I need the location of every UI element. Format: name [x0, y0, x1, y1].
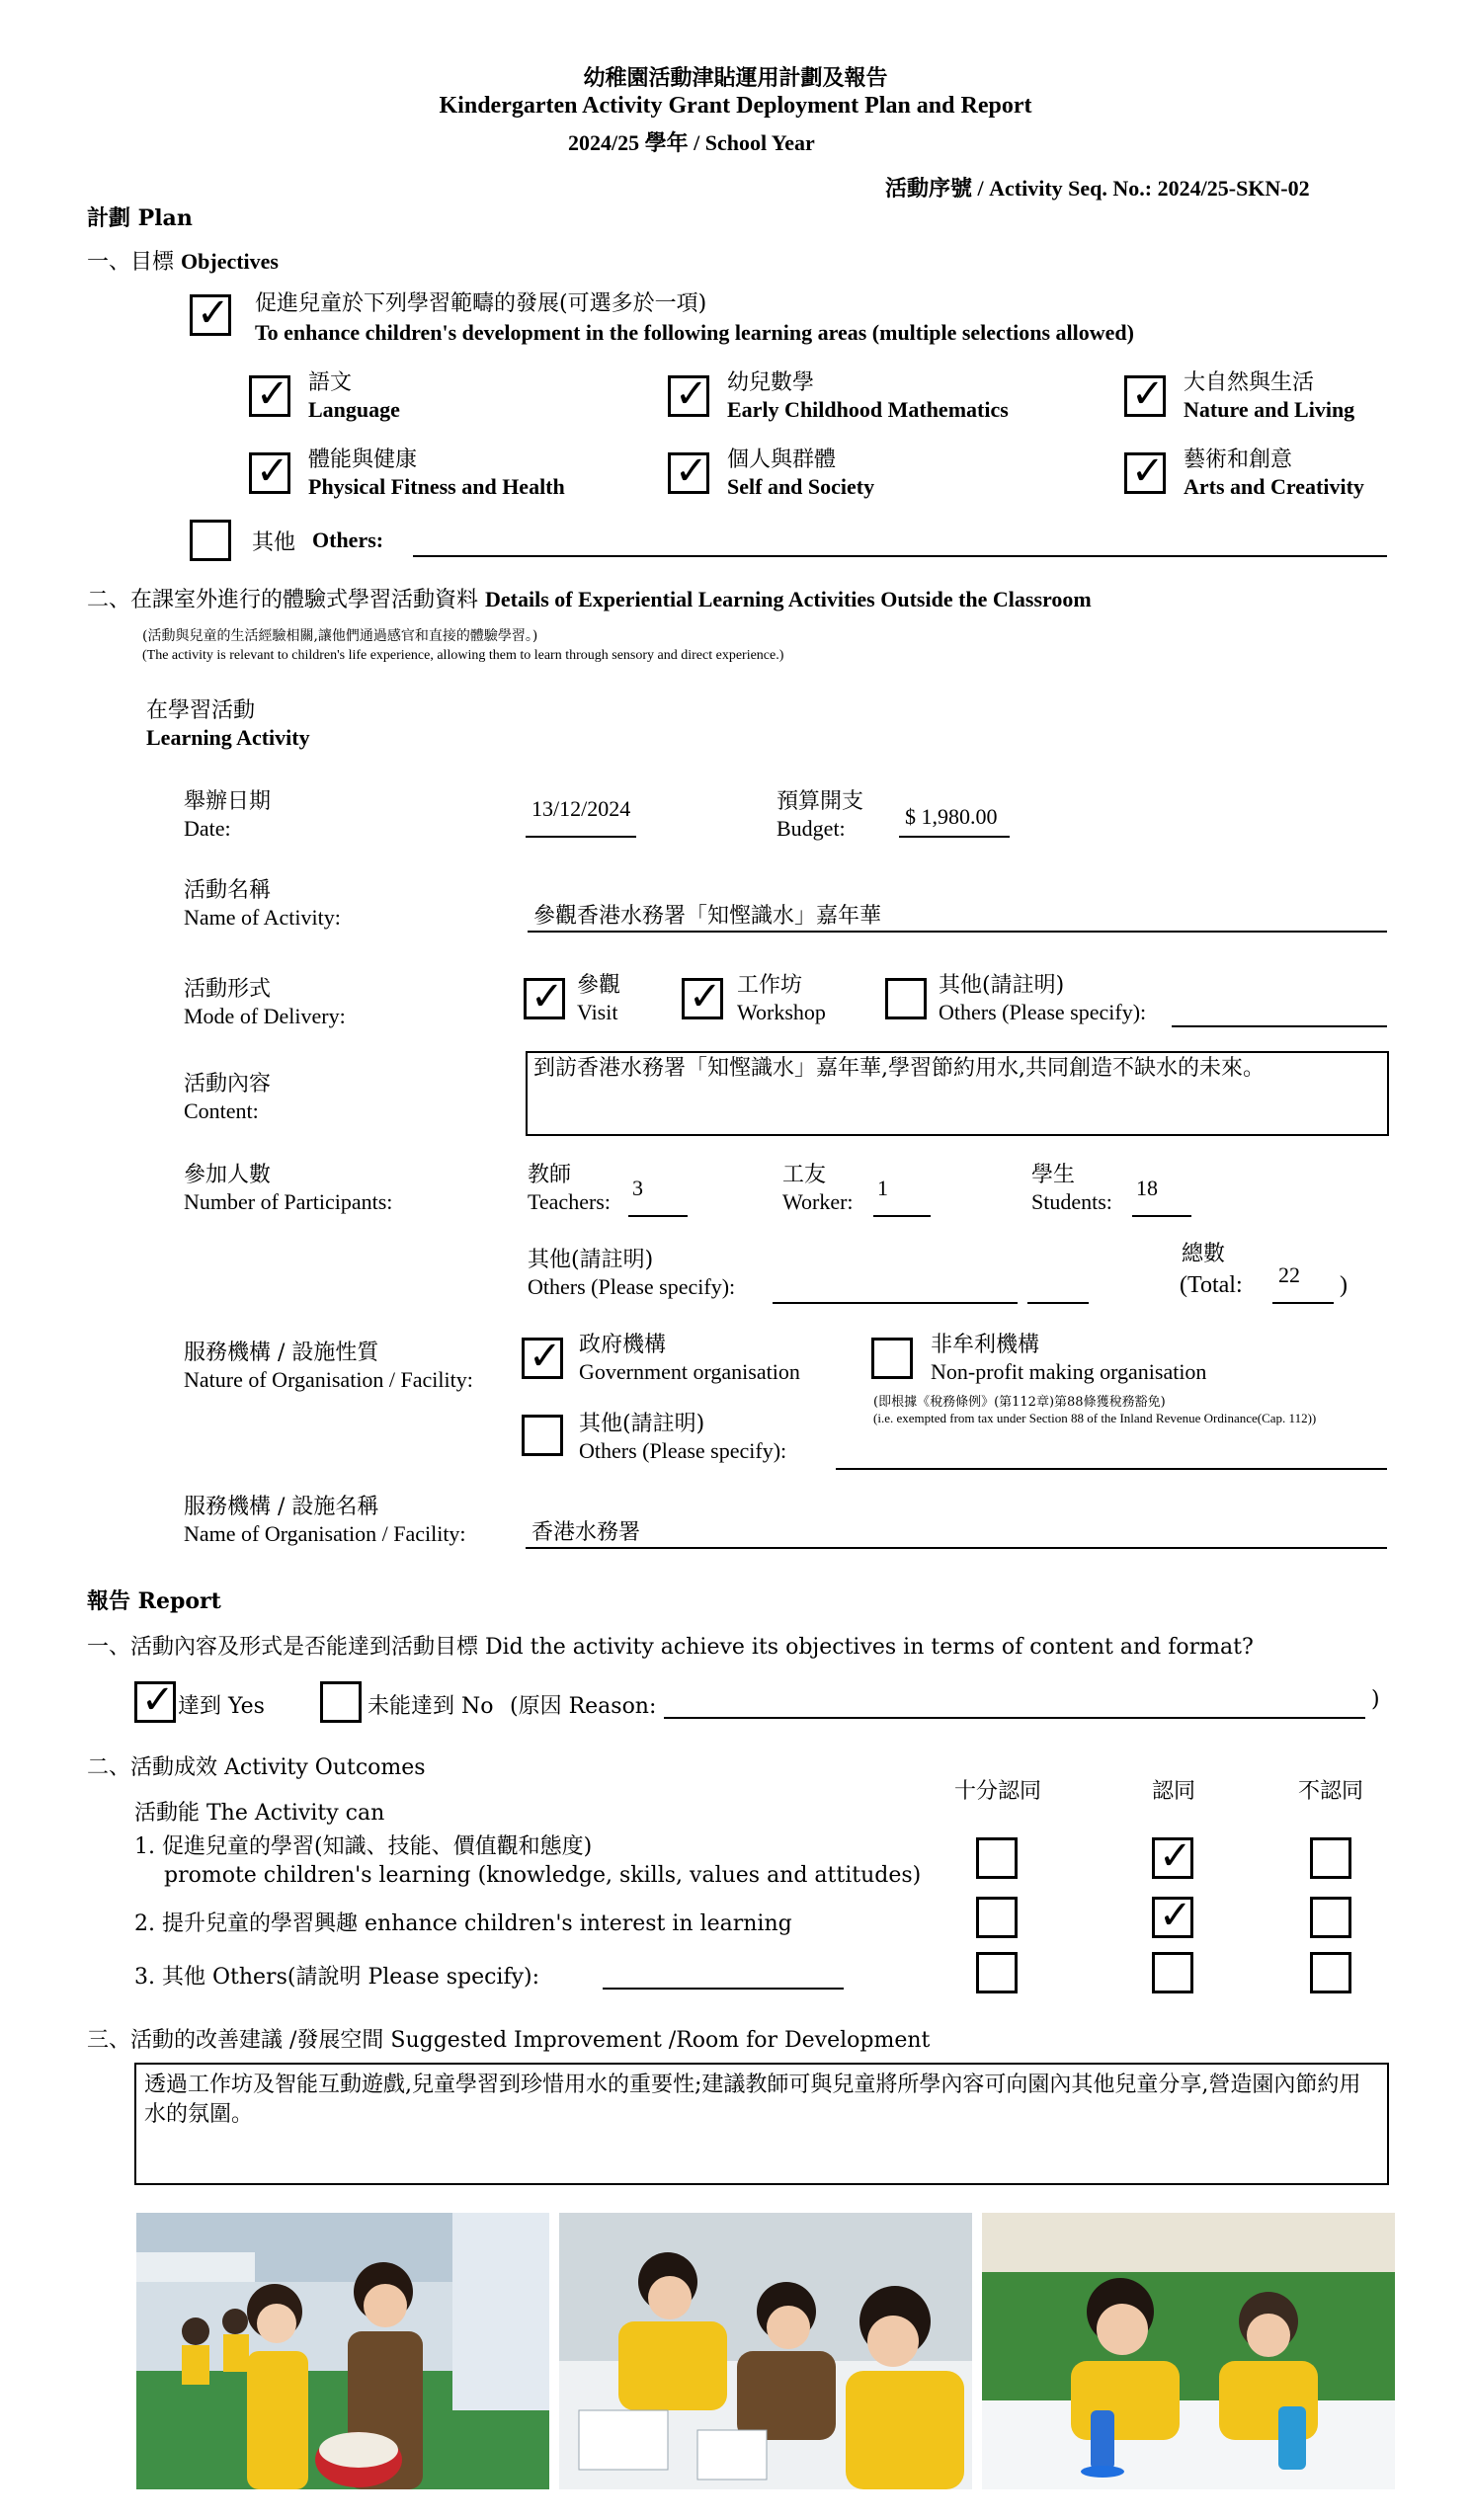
- outcome-3-agree-checkbox[interactable]: [1152, 1952, 1193, 1993]
- worker-label-en: Worker:: [782, 1189, 854, 1214]
- students-value[interactable]: 18: [1136, 1176, 1158, 1200]
- non-profit-note-zh: (即根據《稅務條例》(第112章)第88條獲稅務豁免): [873, 1395, 1166, 1410]
- learning-activity-en: Learning Activity: [146, 725, 310, 750]
- outcome-3-num: 3.: [134, 1965, 155, 1990]
- content-label-en: Content:: [184, 1098, 259, 1123]
- nature-label-en: Nature of Organisation / Facility:: [184, 1367, 473, 1392]
- mode-workshop-en: Workshop: [737, 1000, 826, 1024]
- non-profit-checkbox[interactable]: [871, 1338, 913, 1379]
- outcome-2-num: 2.: [134, 1911, 155, 1936]
- activity-photo-workshop: [559, 2213, 972, 2489]
- non-profit-note-en: (i.e. exempted from tax under Section 88 of the Inland Revenue Ordinance(Cap. 112)): [873, 1411, 1317, 1425]
- plan-heading: 計劃 Plan: [87, 205, 193, 231]
- teachers-label-en: Teachers:: [528, 1189, 611, 1214]
- outcome-1-text: 促進兒童的學習(知識、技能、價值觀和態度): [162, 1834, 593, 1859]
- mode-label-zh: 活動形式: [184, 977, 272, 1002]
- date-line: [526, 836, 636, 838]
- mode-other-checkbox[interactable]: [885, 978, 927, 1019]
- objective-main-checkbox[interactable]: ✓: [190, 294, 231, 336]
- outcome-1-en: promote children's learning (knowledge, skills, values and attitudes): [164, 1863, 922, 1888]
- budget-label-zh: 預算開支: [776, 789, 864, 814]
- mode-other-line[interactable]: [1172, 1025, 1387, 1027]
- area-nature-zh: 大自然與生活: [1184, 370, 1315, 395]
- area-arts-checkbox[interactable]: ✓: [1124, 452, 1166, 494]
- mode-workshop-zh: 工作坊: [737, 973, 803, 998]
- form-title-zh: 幼稚園活動津貼運用計劃及報告: [583, 65, 888, 91]
- total-close: ): [1340, 1272, 1348, 1298]
- outcome-1-num: 1.: [134, 1834, 155, 1859]
- teachers-line: [628, 1215, 688, 1217]
- area-nature-en: Nature and Living: [1184, 397, 1355, 422]
- outcome-2: [134, 1907, 792, 1937]
- date-label-en: Date:: [184, 816, 231, 841]
- achieved-no-label: 未能達到 No: [368, 1694, 494, 1719]
- outcome-2-disagree-checkbox[interactable]: [1310, 1897, 1351, 1938]
- reason-label: (原因 Reason:: [510, 1694, 657, 1719]
- year-value: 2024/25: [568, 130, 640, 155]
- gov-org-checkbox[interactable]: ✓: [522, 1338, 563, 1379]
- activity-photo-drum: [136, 2213, 549, 2489]
- seq-label-en: Activity Seq. No.:: [989, 176, 1153, 201]
- improvement-heading: 三、活動的改善建議 /發展空間 Suggested Improvement /Room for Development: [87, 2028, 931, 2053]
- area-arts-zh: 藝術和創意: [1184, 447, 1293, 472]
- details-note-zh: (活動與兒童的生活經驗相關,讓他們通過感官和直接的體驗學習。): [142, 628, 538, 644]
- budget-value[interactable]: $ 1,980.00: [905, 804, 998, 829]
- outcome-3-strongly-agree-checkbox[interactable]: [976, 1952, 1018, 1993]
- nature-other-checkbox[interactable]: [522, 1415, 563, 1456]
- area-self-checkbox[interactable]: ✓: [668, 452, 709, 494]
- area-physical-en: Physical Fitness and Health: [308, 474, 565, 499]
- worker-label-zh: 工友: [782, 1163, 827, 1187]
- learning-activity-zh: 在學習活動: [146, 698, 256, 723]
- budget-line: [899, 836, 1010, 838]
- date-label-zh: 舉辦日期: [184, 789, 272, 814]
- nature-label-zh: 服務機構 / 設施性質: [184, 1341, 379, 1365]
- teachers-value[interactable]: 3: [632, 1176, 643, 1200]
- worker-value[interactable]: 1: [877, 1176, 888, 1200]
- participants-others-count-line[interactable]: [1027, 1302, 1089, 1304]
- col-agree: 認同: [1152, 1779, 1196, 1804]
- date-value[interactable]: 13/12/2024: [531, 796, 631, 821]
- objectives-heading: [87, 245, 279, 276]
- area-math-checkbox[interactable]: ✓: [668, 375, 709, 417]
- area-language-en: Language: [308, 397, 400, 422]
- content-value: 到訪香港水務署「知慳識水」嘉年華,學習節約用水,共同創造不缺水的未來。: [533, 1056, 1265, 1081]
- gov-org-en: Government organisation: [579, 1359, 800, 1384]
- activity-name-value[interactable]: 參觀香港水務署「知慳識水」嘉年華: [533, 904, 882, 929]
- activity-seq: [885, 172, 1310, 203]
- objectives-zh: 一、目標: [87, 250, 175, 275]
- objective-main-en: To enhance children's development in the following learning areas (multiple selections allowed): [255, 320, 1134, 345]
- students-label-en: Students:: [1031, 1189, 1112, 1214]
- photo-experiment-illustration: [982, 2213, 1395, 2489]
- reason-close: ): [1371, 1687, 1380, 1712]
- outcome-2-strongly-agree-checkbox[interactable]: [976, 1897, 1018, 1938]
- total-label-zh: 總數: [1182, 1242, 1226, 1266]
- area-self-zh: 個人與群體: [727, 447, 837, 472]
- participants-others-line[interactable]: [773, 1302, 1018, 1304]
- objectives-en: Objectives: [181, 249, 279, 274]
- outcome-1-disagree-checkbox[interactable]: [1310, 1837, 1351, 1879]
- seq-label-zh: 活動序號: [885, 176, 973, 201]
- total-label-en: (Total:: [1180, 1272, 1243, 1298]
- org-name-label-zh: 服務機構 / 設施名稱: [184, 1495, 379, 1519]
- content-label-zh: 活動內容: [184, 1072, 272, 1097]
- school-year: [568, 126, 815, 157]
- participants-others-zh: 其他(請註明): [528, 1248, 654, 1272]
- objective-achieved-question: 一、活動內容及形式是否能達到活動目標 Did the activity achieve its objectives in terms of content and format?: [87, 1635, 1254, 1660]
- activity-photo-experiment: [982, 2213, 1395, 2489]
- achieved-yes-checkbox[interactable]: ✓: [134, 1681, 176, 1723]
- participants-label-en: Number of Participants:: [184, 1189, 393, 1214]
- outcome-3: [134, 1960, 539, 1991]
- year-en: School Year: [704, 130, 815, 155]
- details-heading-en: Details of Experiential Learning Activities Outside the Classroom: [485, 587, 1092, 611]
- budget-label-en: Budget:: [776, 816, 846, 841]
- outcome-2-text: 提升兒童的學習興趣 enhance children's interest in learning: [162, 1911, 792, 1936]
- seq-sep: /: [977, 176, 984, 201]
- details-heading-zh: 二、在課室外進行的體驗式學習活動資料: [87, 588, 479, 612]
- outcome-3-disagree-checkbox[interactable]: [1310, 1952, 1351, 1993]
- gov-org-zh: 政府機構: [579, 1333, 667, 1357]
- area-math-zh: 幼兒數學: [727, 370, 815, 395]
- achieved-no-checkbox[interactable]: [320, 1681, 362, 1723]
- improvement-box[interactable]: [134, 2063, 1389, 2185]
- report-heading: 報告 Report: [87, 1588, 221, 1614]
- area-arts-en: Arts and Creativity: [1184, 474, 1364, 499]
- photo-workshop-illustration: [559, 2213, 972, 2489]
- activity-can-label: 活動能 The Activity can: [134, 1801, 385, 1826]
- reason-line[interactable]: [664, 1717, 1365, 1719]
- form-title-en: Kindergarten Activity Grant Deployment Plan and Report: [439, 93, 1032, 119]
- area-nature-checkbox[interactable]: ✓: [1124, 375, 1166, 417]
- area-language-checkbox[interactable]: ✓: [249, 375, 290, 417]
- mode-other-zh: 其他(請註明): [939, 973, 1065, 998]
- objective-main-zh: 促進兒童於下列學習範疇的發展(可選多於一項): [255, 291, 707, 316]
- total-value[interactable]: 22: [1278, 1262, 1300, 1287]
- objective-others-line[interactable]: [413, 555, 1387, 557]
- details-note-en: (The activity is relevant to children's life experience, allowing them to learn through sensory and direct experience.): [142, 648, 784, 663]
- objective-others-en: Others:: [312, 528, 384, 552]
- outcome-1-agree-checkbox[interactable]: ✓: [1152, 1837, 1193, 1879]
- outcome-1-zh: [134, 1829, 592, 1860]
- details-heading: [87, 583, 1092, 613]
- mode-visit-en: Visit: [577, 1000, 618, 1024]
- non-profit-zh: 非牟利機構: [931, 1333, 1040, 1357]
- area-math-en: Early Childhood Mathematics: [727, 397, 1009, 422]
- col-disagree: 不認同: [1298, 1779, 1364, 1804]
- activity-name-label-zh: 活動名稱: [184, 878, 272, 903]
- improvement-text: 透過工作坊及智能互動遊戲,兒童學習到珍惜用水的重要性;建議教師可與兒童將所學內容可向園內其他兒童分享,營造園內節約用水的氛圍。: [144, 2073, 1361, 2127]
- outcome-1-strongly-agree-checkbox[interactable]: [976, 1837, 1018, 1879]
- nature-other-en: Others (Please specify):: [579, 1438, 787, 1463]
- teachers-label-zh: 教師: [528, 1163, 572, 1187]
- mode-label-en: Mode of Delivery:: [184, 1004, 346, 1028]
- org-name-label-en: Name of Organisation / Facility:: [184, 1521, 466, 1546]
- org-name-line: [526, 1547, 1387, 1549]
- year-zh: 學年 /: [644, 130, 700, 155]
- activity-name-label-en: Name of Activity:: [184, 905, 341, 930]
- nature-other-line[interactable]: [836, 1468, 1387, 1470]
- org-name-value[interactable]: 香港水務署: [531, 1520, 641, 1545]
- mode-other-en: Others (Please specify):: [939, 1000, 1147, 1024]
- worker-line: [873, 1215, 931, 1217]
- area-physical-zh: 體能與健康: [308, 447, 418, 472]
- area-physical-checkbox[interactable]: ✓: [249, 452, 290, 494]
- total-line: [1272, 1302, 1334, 1304]
- nature-other-zh: 其他(請註明): [579, 1412, 705, 1436]
- mode-workshop-checkbox[interactable]: ✓: [682, 978, 723, 1019]
- activity-name-line: [528, 931, 1387, 933]
- students-label-zh: 學生: [1031, 1163, 1076, 1187]
- mode-visit-checkbox[interactable]: ✓: [524, 978, 565, 1019]
- outcomes-heading: 二、活動成效 Activity Outcomes: [87, 1755, 426, 1780]
- participants-label-zh: 參加人數: [184, 1163, 272, 1187]
- achieved-yes-label: 達到 Yes: [178, 1694, 265, 1719]
- students-line: [1132, 1215, 1191, 1217]
- mode-visit-zh: 參觀: [577, 973, 621, 998]
- col-strongly-agree: 十分認同: [954, 1779, 1042, 1804]
- participants-others-en: Others (Please specify):: [528, 1274, 736, 1299]
- objective-others-zh: 其他: [252, 530, 296, 555]
- outcome-3-line[interactable]: [603, 1988, 844, 1990]
- seq-value: 2024/25-SKN-02: [1157, 176, 1310, 201]
- objective-others-checkbox[interactable]: [190, 520, 231, 561]
- area-language-zh: 語文: [308, 370, 353, 395]
- content-box[interactable]: [526, 1051, 1389, 1136]
- non-profit-en: Non-profit making organisation: [931, 1359, 1207, 1384]
- outcome-2-agree-checkbox[interactable]: ✓: [1152, 1897, 1193, 1938]
- outcome-3-text: 其他 Others(請說明 Please specify):: [162, 1965, 540, 1990]
- photo-drum-illustration: [136, 2213, 549, 2489]
- area-self-en: Self and Society: [727, 474, 875, 499]
